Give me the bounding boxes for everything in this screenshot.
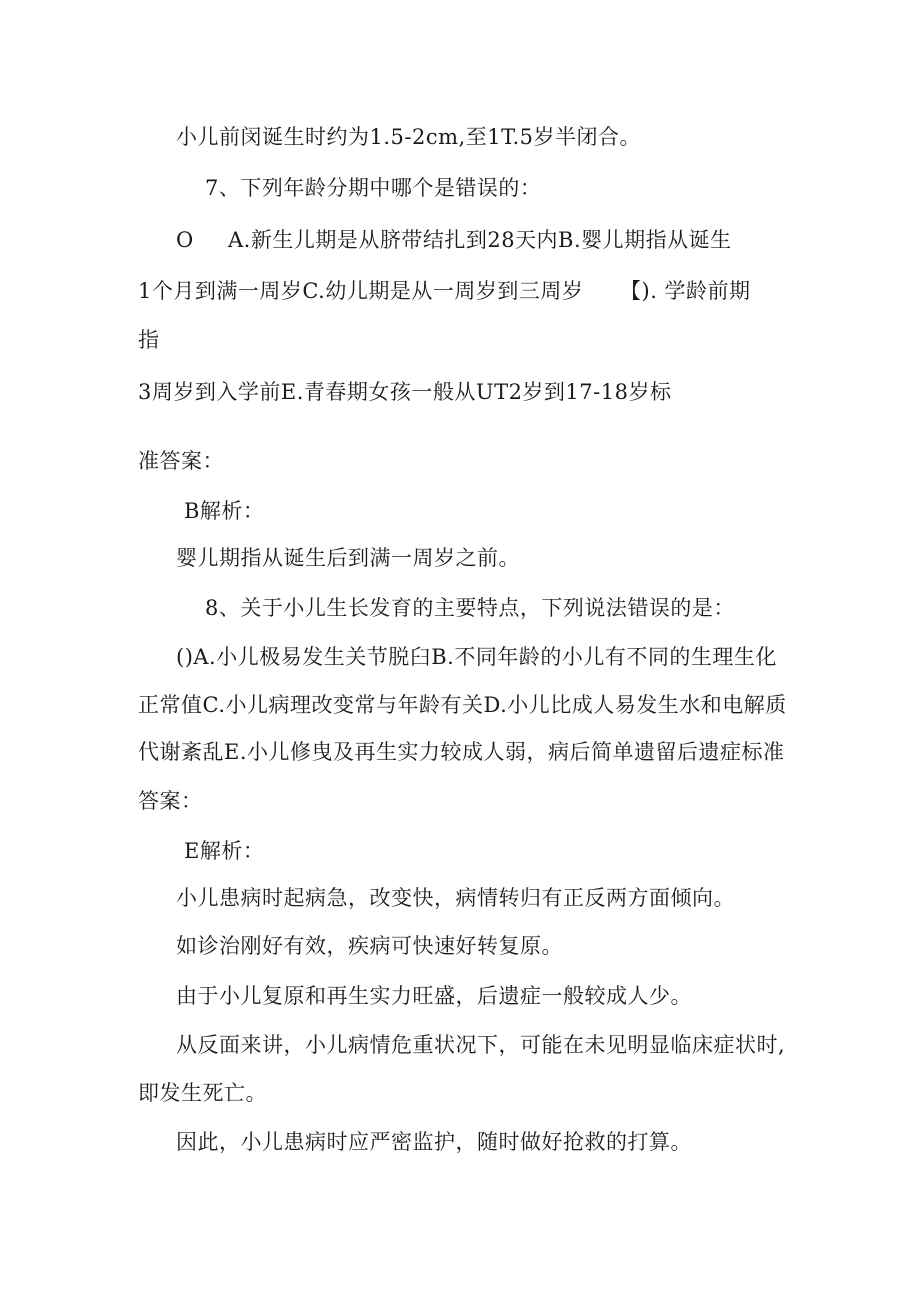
question-7-answer-label: 准答案： — [138, 449, 224, 473]
question-8-options-line-1: ()A.小儿极易发生关节脱臼B.不同年龄的小儿有不同的生理生化 — [176, 645, 777, 669]
question-8-options-line-2: 正常值C.小儿病理改变常与年龄有关D.小儿比成人易发生水和电解质 — [138, 693, 787, 717]
explanation-line-2: 如诊治刚好有效，疾病可快速好转复原。 — [176, 934, 563, 958]
explanation-line-4: 从反面来讲，小儿病情危重状况下，可能在未见明显临床症状时, — [176, 1033, 786, 1057]
question-7-marker: O — [176, 228, 194, 252]
question-7-options-line-1: A.新生儿期是从脐带结扎到28天内B.婴儿期指从诞生 — [228, 228, 732, 252]
question-8-answer: E解析： — [184, 839, 265, 863]
explanation-line-1: 小儿患病时起病急，改变快，病情转归有正反两方面倾向。 — [176, 886, 735, 910]
question-7-options-line-2: 1个月到满一周岁C.幼儿期是从一周岁到三周岁 — [138, 279, 584, 303]
question-7-option-d-start: 【). 学龄前期 — [620, 279, 751, 303]
text-line-1: 小儿前闵诞生时约为1.5-2cm,至1T.5岁半闭合。 — [176, 125, 642, 149]
question-7-answer: B解析： — [184, 499, 265, 523]
question-7-options-line-4: 3周岁到入学前E.青春期女孩一般从UT2岁到17-18岁标 — [138, 380, 672, 404]
question-7-explanation: 婴儿期指从诞生后到满一周岁之前。 — [176, 546, 520, 570]
question-7-title: 7、下列年龄分期中哪个是错误的： — [205, 176, 542, 200]
question-7-options-line-3: 指 — [138, 328, 160, 352]
question-8-title: 8、关于小儿生长发育的主要特点，下列说法错误的是： — [205, 596, 735, 620]
question-8-options-line-3: 代谢紊乱E.小儿修曳及再生实力较成人弱，病后简单遗留后遗症标准 — [138, 740, 785, 764]
explanation-line-6: 因此，小儿患病时应严密监护，随时做好抢救的打算。 — [176, 1130, 692, 1154]
explanation-line-5: 即发生死亡。 — [138, 1081, 267, 1105]
explanation-line-3: 由于小儿复原和再生实力旺盛，后遗症一般较成人少。 — [176, 984, 692, 1008]
question-8-answer-label: 答案： — [138, 789, 203, 813]
